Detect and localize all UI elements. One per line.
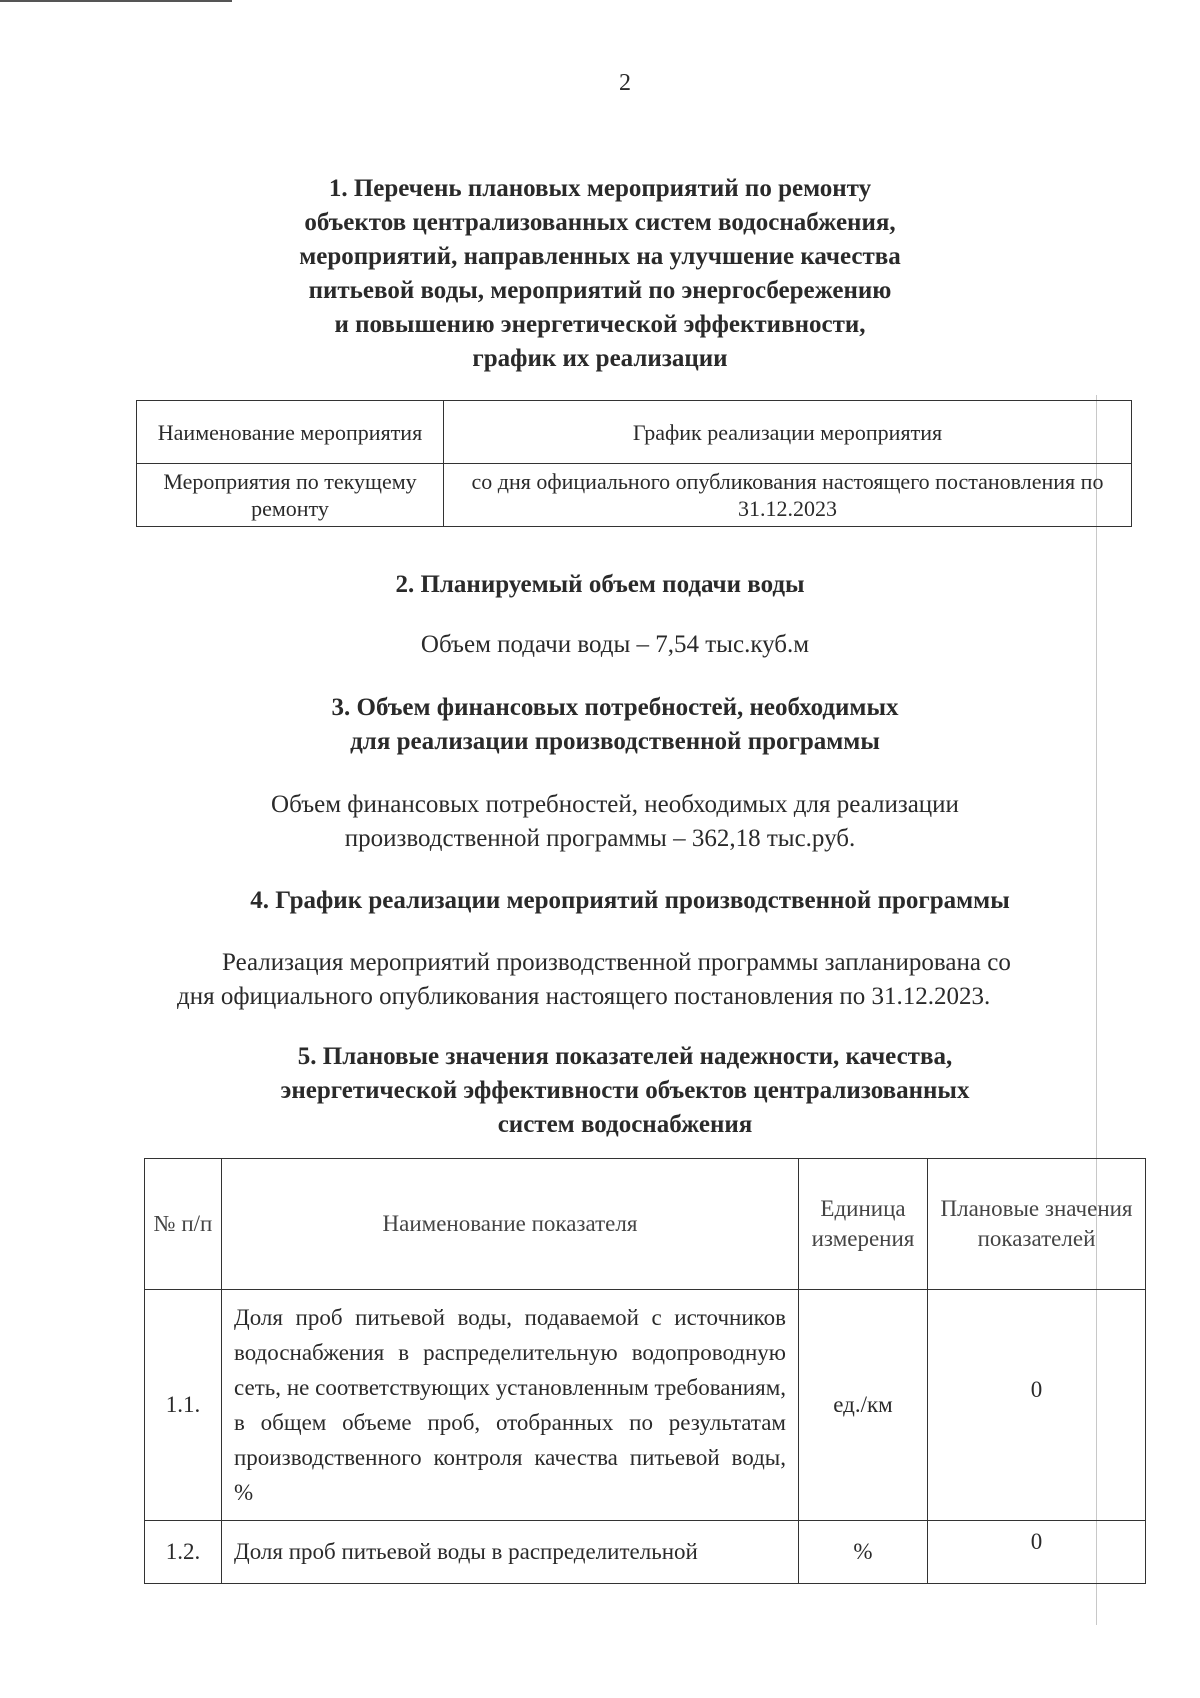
table-row	[137, 464, 1132, 527]
column-header-schedule: График реализации мероприятия	[444, 401, 1132, 464]
section-3-text-line: Объем финансовых потребностей, необходимых для реализации	[271, 791, 959, 818]
section-1-title-line: график их реализации	[472, 345, 728, 372]
section-2-text: Объем подачи воды – 7,54 тыс.куб.м	[420, 631, 810, 658]
planned-value-cell: 0	[928, 1521, 1146, 1584]
unit-cell: %	[799, 1521, 928, 1584]
column-header-planned-values: Плановые значения показателей	[928, 1159, 1146, 1290]
page-number: 2	[619, 70, 631, 96]
table-header-row	[145, 1159, 1146, 1290]
indicator-name-cell: Доля проб питьевой воды в распределительной	[222, 1521, 799, 1584]
section-1-title-line: и повышению энергетической эффективности,	[334, 311, 866, 338]
schedule-cell: со дня официального опубликования настоящего постановления по 31.12.2023	[444, 464, 1132, 527]
table-row	[145, 1521, 1146, 1584]
section-3-title-line: для реализации производственной программы	[350, 728, 880, 755]
table-header-row	[137, 401, 1132, 464]
section-5-title-line: энергетической эффективности объектов централизованных	[280, 1077, 970, 1104]
section-1-title-line: питьевой воды, мероприятий по энергосбережению	[308, 277, 892, 304]
activity-name-cell: Мероприятия по текущему ремонту	[137, 464, 444, 527]
row-number-cell: 1.1.	[145, 1290, 222, 1521]
unit-cell: ед./км	[799, 1290, 928, 1521]
column-header-unit: Единица измерения	[799, 1159, 928, 1290]
section-5-title-line: систем водоснабжения	[497, 1111, 753, 1138]
table-row	[145, 1290, 1146, 1521]
section-5-title-line: 5. Плановые значения показателей надежности, качества,	[297, 1043, 953, 1070]
section-4-text-line: Реализация мероприятий производственной программы запланирована со	[222, 949, 1011, 976]
column-header-indicator-name: Наименование показателя	[222, 1159, 799, 1290]
section-4-text-line: дня официального опубликования настоящего постановления по 31.12.2023.	[177, 983, 991, 1010]
activities-schedule-table	[136, 400, 1132, 527]
section-3-text-line: производственной программы – 362,18 тыс.руб.	[344, 825, 856, 852]
scan-edge-line	[0, 0, 232, 2]
row-number-cell: 1.2.	[145, 1521, 222, 1584]
indicators-table	[144, 1158, 1146, 1584]
column-header-activity-name: Наименование мероприятия	[137, 401, 444, 464]
column-header-number: № п/п	[145, 1159, 222, 1290]
section-2-title: 2. Планируемый объем подачи воды	[395, 571, 805, 598]
section-4-title: 4. График реализации мероприятий производственной программы	[250, 887, 1010, 914]
section-3-title-line: 3. Объем финансовых потребностей, необходимых	[331, 694, 899, 721]
section-1-title-line: объектов централизованных систем водоснабжения,	[304, 209, 896, 236]
section-1-title-line: мероприятий, направленных на улучшение качества	[299, 243, 901, 270]
planned-value-cell: 0	[928, 1290, 1146, 1521]
indicator-name-cell: Доля проб питьевой воды, подаваемой с источников водоснабжения в распределительную водопроводную сеть, не соответствующих установленным требованиям, в общем объеме проб, отобранных по результатам производственного контроля качества питьевой воды, %	[222, 1290, 799, 1521]
section-1-title-line: 1. Перечень плановых мероприятий по ремонту	[328, 175, 872, 202]
